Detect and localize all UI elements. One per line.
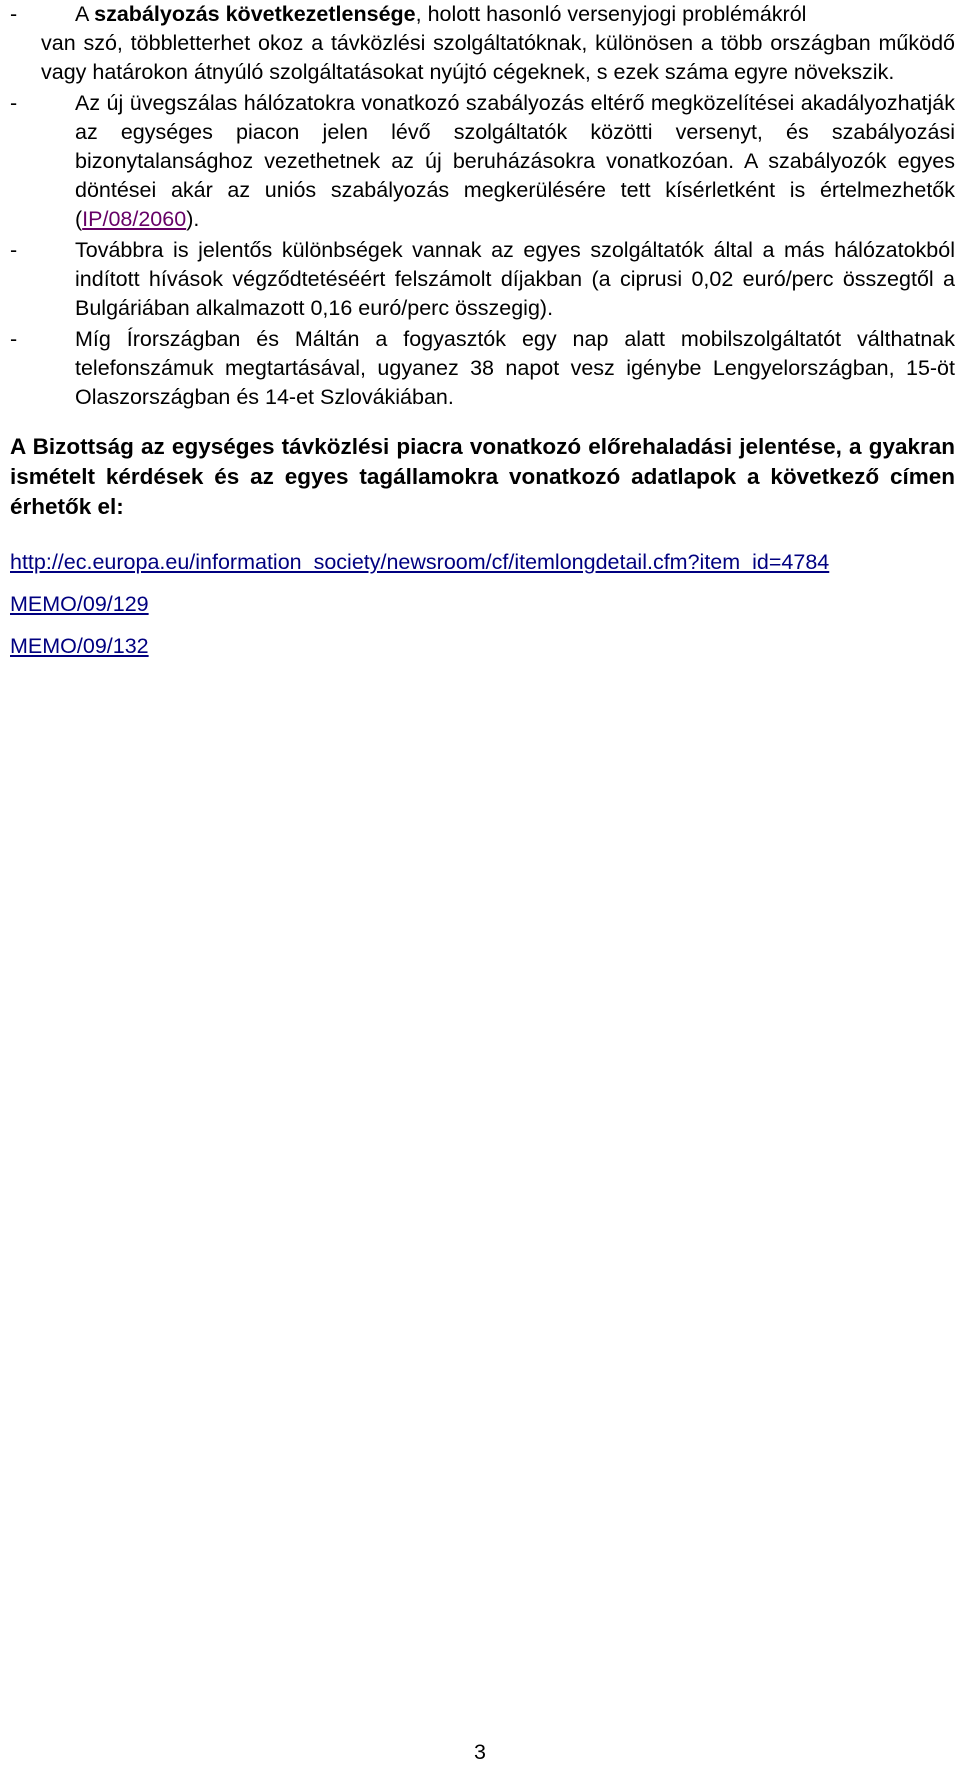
bullet-item-inconsistency — [10, 0, 955, 87]
bullet-text: Az új üvegszálas hálózatokra vonatkozó szabályozás eltérő megközelítései akadályozhatják az egységes piacon jelen lévő szolgáltatók közötti versenyt, és szabályozási bizonytalansághoz vezethetnek az új beruházásokra vonatkozóan. A szabályozók egyes döntései akár az uniós szabályozás megkerülésére tett kísérletként is értelmezhetők ( — [75, 91, 955, 231]
document-body — [10, 0, 955, 674]
memo-09-129-link[interactable]: MEMO/09/129 — [10, 592, 149, 616]
bullet-dash: - — [10, 91, 18, 115]
ip-08-2060-link[interactable]: IP/08/2060 — [82, 207, 187, 231]
memo-09-132-link[interactable]: MEMO/09/132 — [10, 634, 149, 658]
bullet-text: Míg Írországban és Máltán a fogyasztók egy nap alatt mobilszolgáltatót válthatnak telefonszámuk megtartásával, ugyanez 38 napot vesz igénybe Lengyelországban, 15-öt Olaszországban és 14-et Szlovákiában. — [75, 327, 955, 409]
bullet-text-continuation: van szó, többletterhet okoz a távközlési szolgáltatóknak, különösen a több országban működő vagy határokon átnyúló szolgáltatásokat nyújtó cégeknek, s ezek száma egyre növekszik. — [41, 31, 955, 84]
bullet-item-termination-rates — [10, 236, 955, 323]
bold-term: szabályozás következetlensége — [94, 2, 416, 26]
page-number: 3 — [474, 1740, 486, 1764]
summary-paragraph: A Bizottság az egységes távközlési piacra vonatkozó előrehaladási jelentése, a gyakran ismételt kérdések és az egyes tagállamokra vonatkozó adatlapok a következő címen érhetők el: — [10, 434, 955, 519]
bullet-text: Továbbra is jelentős különbségek vannak az egyes szolgáltatók által a más hálózatokból indított hívások végződtetéséért felszámolt díjakban (a ciprusi 0,02 euró/perc összegtől a Bulgáriában alkalmazott 0,16 euró/perc összegig). — [75, 238, 955, 320]
reference-links — [10, 548, 955, 660]
bullet-dash: - — [10, 2, 18, 26]
bullet-item-fibre-networks: - Az új üvegszálas hálózatokra vonatkozó szabályozás eltérő megközelítései akadályozhatják az egységes piacon jelen lévő szolgáltatók közötti versenyt, és szabályozási bizonytalansághoz vezethetnek az új beruházásokra vonatkozóan. A szabályozók egyes döntései akár az uniós szabályozás megkerülésére tett kísérletként is értelmezhetők (IP/08/2060). — [10, 91, 955, 231]
bullet-text: A szabályozás következetlensége, holott hasonló versenyjogi problémákról — [75, 2, 807, 26]
progress-report-url-link[interactable]: http://ec.europa.eu/information_society/newsroom/cf/itemlongdetail.cfm?item_id=4784 — [10, 550, 830, 574]
bullet-dash: - — [10, 327, 18, 351]
bullet-dash: - — [10, 238, 18, 262]
bullet-list — [10, 0, 955, 412]
bullet-item-number-porting — [10, 325, 955, 412]
